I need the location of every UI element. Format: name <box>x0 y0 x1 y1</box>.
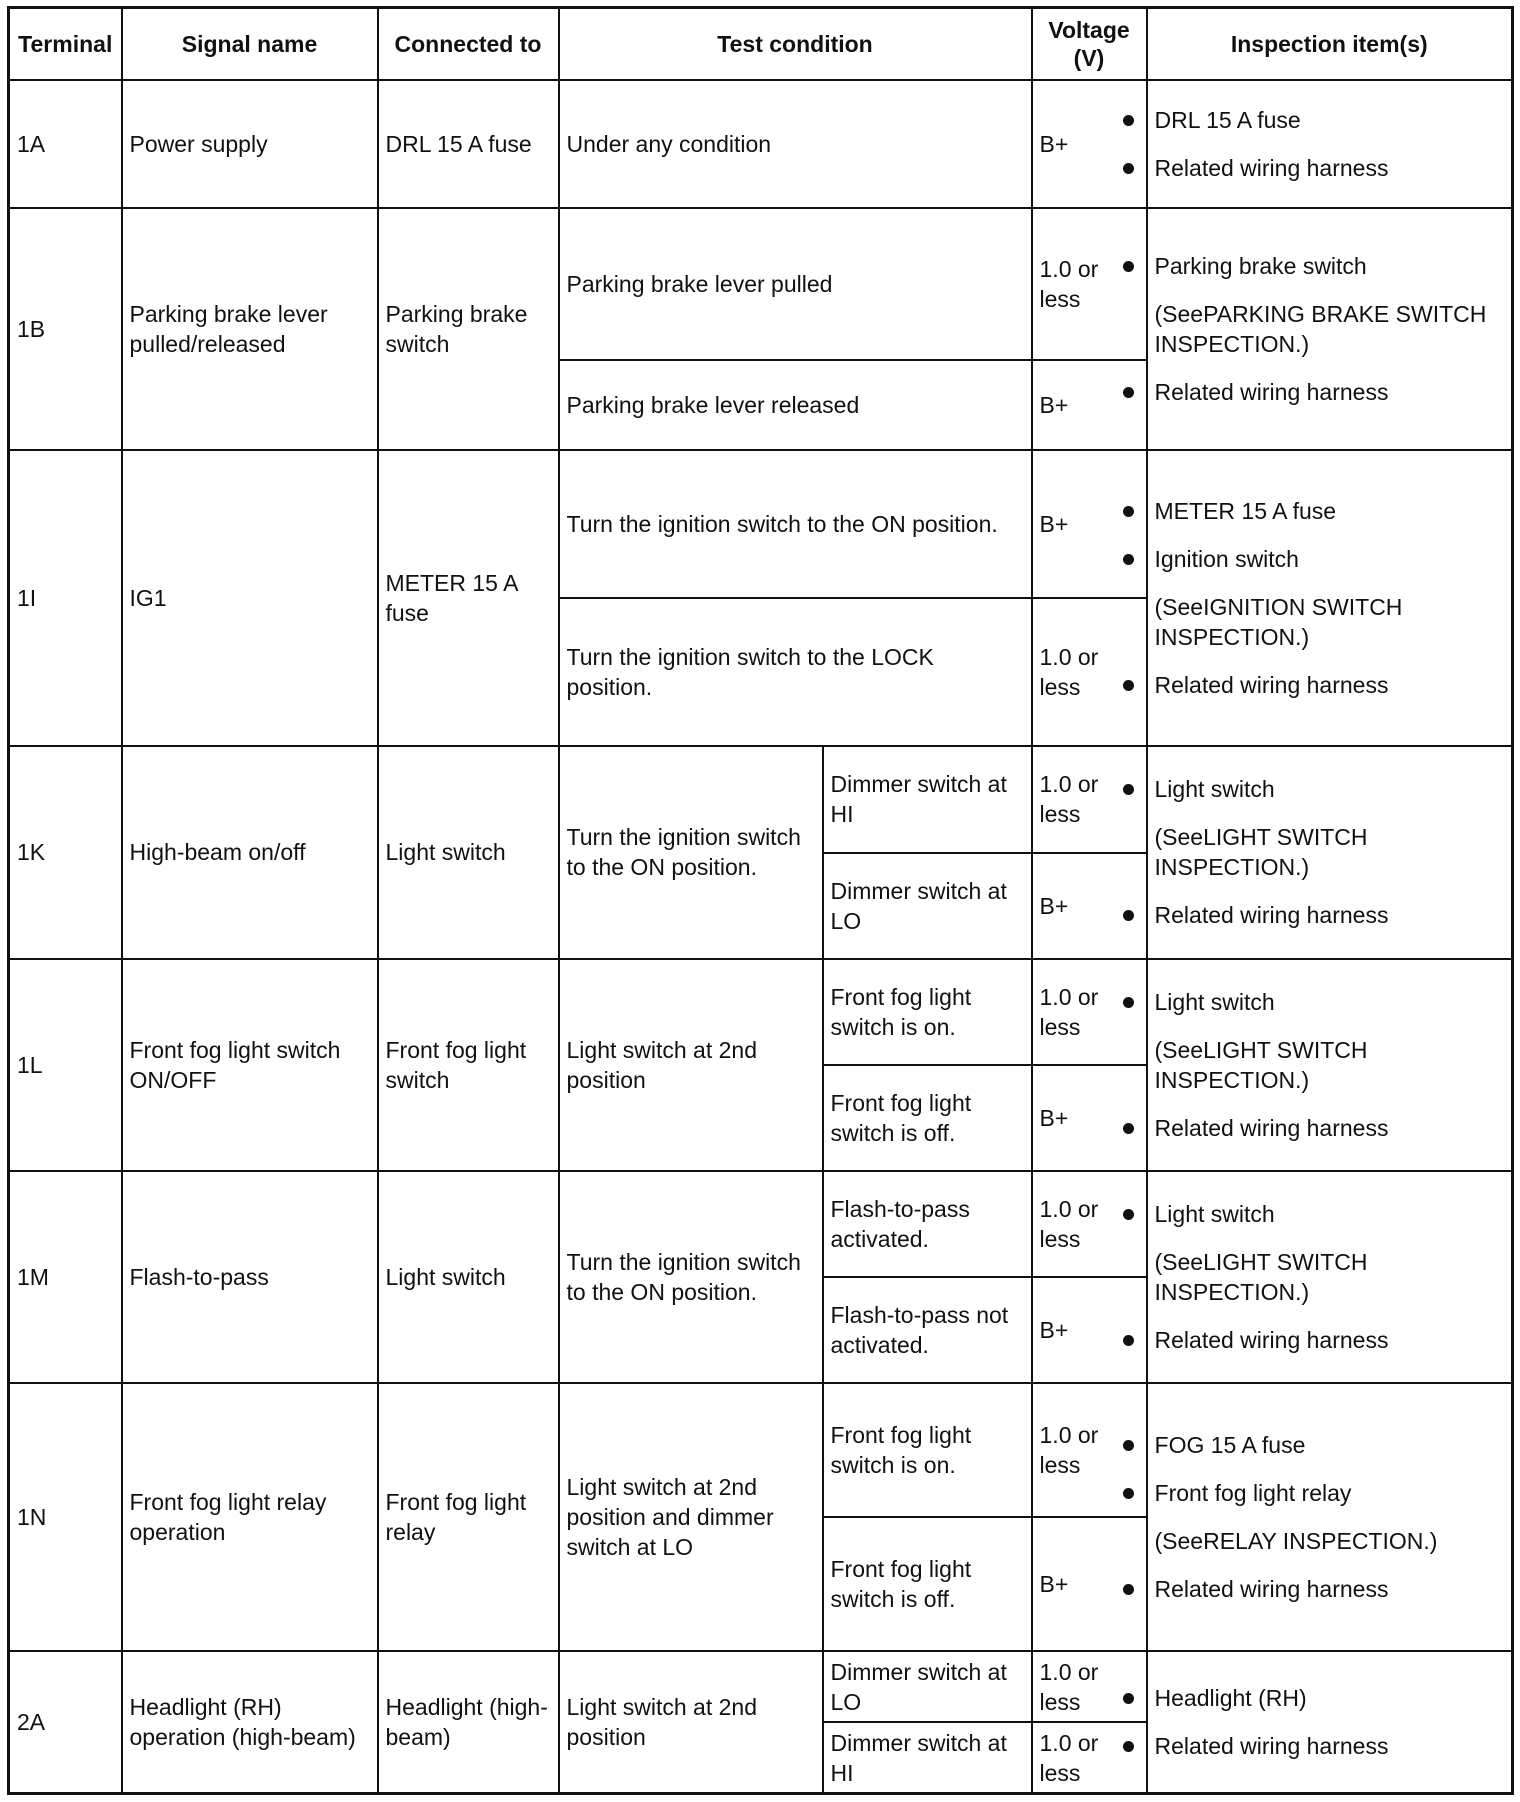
bullet-icon <box>1123 680 1134 691</box>
inspection-item: Related wiring harness <box>1155 1325 1505 1355</box>
bullet-icon <box>1123 1584 1134 1595</box>
signal-name-cell: Power supply <box>122 80 378 208</box>
bullet-icon <box>1123 261 1134 272</box>
voltage-cell: 1.0 or less <box>1032 1171 1147 1277</box>
test-condition-cell: Turn the ignition switch to the ON position. <box>559 450 1032 598</box>
inspection-item: Related wiring harness <box>1155 153 1505 183</box>
terminal-cell: 1N <box>9 1383 122 1651</box>
inspection-reference: (SeeLIGHT SWITCH INSPECTION.) <box>1154 824 1368 881</box>
inspection-item: METER 15 A fuse <box>1155 496 1505 526</box>
inspection-item: Light switch <box>1155 1199 1505 1229</box>
bullet-icon <box>1123 997 1134 1008</box>
inspection-cell <box>1147 1651 1513 1793</box>
bullet-icon <box>1123 910 1134 921</box>
inspection-cell <box>1147 959 1513 1171</box>
voltage-cell: B+ <box>1032 1517 1147 1651</box>
table-row <box>9 208 1513 360</box>
inspection-reference: (SeeLIGHT SWITCH INSPECTION.) <box>1154 1249 1368 1306</box>
bullet-icon <box>1123 506 1134 517</box>
bullet-icon <box>1123 1335 1134 1346</box>
inspection-reference: (SeeIGNITION SWITCH INSPECTION.) <box>1154 593 1403 650</box>
terminal-cell: 1I <box>9 450 122 746</box>
voltage-cell: B+ <box>1032 853 1147 959</box>
inspection-item: Related wiring harness <box>1155 1113 1505 1143</box>
inspection-item: Light switch <box>1155 774 1505 804</box>
header-connected-to: Connected to <box>378 8 559 80</box>
bullet-icon <box>1123 387 1134 398</box>
inspection-item: Front fog light relay <box>1155 1478 1505 1508</box>
sub-condition-cell: Flash-to-pass not activated. <box>823 1277 1032 1383</box>
terminal-voltage-table <box>7 6 1514 1795</box>
signal-name-cell: Parking brake lever pulled/released <box>122 208 378 450</box>
voltage-cell: B+ <box>1032 450 1147 598</box>
inspection-reference: (SeeLIGHT SWITCH INSPECTION.) <box>1154 1036 1368 1093</box>
connected-to-cell: Light switch <box>378 746 559 959</box>
inspection-item: Related wiring harness <box>1155 1574 1505 1604</box>
bullet-icon <box>1123 554 1134 565</box>
header-voltage-label: Voltage <box>1048 16 1130 43</box>
voltage-cell: B+ <box>1032 80 1147 208</box>
inspection-reference: (SeePARKING BRAKE SWITCH INSPECTION.) <box>1154 300 1487 357</box>
test-condition-cell: Light switch at 2nd position <box>559 959 823 1171</box>
table-row <box>9 1383 1513 1517</box>
connected-to-cell: Front fog light switch <box>378 959 559 1171</box>
test-condition-cell: Parking brake lever released <box>559 360 1032 450</box>
connected-to-cell: Headlight (high-beam) <box>378 1651 559 1793</box>
voltage-cell: B+ <box>1032 360 1147 450</box>
bullet-icon <box>1123 784 1134 795</box>
inspection-cell <box>1147 1383 1513 1651</box>
header-voltage-unit: (V) <box>1073 44 1105 71</box>
sub-condition-cell: Dimmer switch at LO <box>823 853 1032 959</box>
sub-condition-cell: Front fog light switch is off. <box>823 1517 1032 1651</box>
table-row <box>9 1171 1513 1277</box>
header-terminal: Terminal <box>9 8 122 80</box>
inspection-cell <box>1147 80 1513 208</box>
inspection-item: FOG 15 A fuse <box>1155 1430 1505 1460</box>
inspection-item: Parking brake switch <box>1155 251 1505 281</box>
inspection-item: Related wiring harness <box>1155 900 1505 930</box>
voltage-cell: B+ <box>1032 1065 1147 1171</box>
header-row <box>9 8 1513 80</box>
voltage-cell: B+ <box>1032 1277 1147 1383</box>
voltage-cell: 1.0 or less <box>1032 746 1147 853</box>
table-row <box>9 746 1513 853</box>
inspection-cell <box>1147 208 1513 450</box>
table-row <box>9 80 1513 208</box>
test-condition-cell: Under any condition <box>559 80 1032 208</box>
signal-name-cell: Headlight (RH) operation (high-beam) <box>122 1651 378 1793</box>
inspection-item: Headlight (RH) <box>1155 1683 1505 1713</box>
header-voltage <box>1032 8 1147 80</box>
inspection-item: Ignition switch <box>1155 544 1505 574</box>
voltage-cell: 1.0 or less <box>1032 208 1147 360</box>
terminal-cell: 1K <box>9 746 122 959</box>
test-condition-cell: Turn the ignition switch to the LOCK position. <box>559 598 1032 746</box>
inspection-item: Related wiring harness <box>1155 670 1505 700</box>
connected-to-cell: Front fog light relay <box>378 1383 559 1651</box>
table-row <box>9 1651 1513 1722</box>
connected-to-cell: METER 15 A fuse <box>378 450 559 746</box>
bullet-icon <box>1123 1693 1134 1704</box>
connected-to-cell: DRL 15 A fuse <box>378 80 559 208</box>
sub-condition-cell: Front fog light switch is off. <box>823 1065 1032 1171</box>
signal-name-cell: Front fog light switch ON/OFF <box>122 959 378 1171</box>
sub-condition-cell: Dimmer switch at HI <box>823 1722 1032 1793</box>
sub-condition-cell: Dimmer switch at HI <box>823 746 1032 853</box>
bullet-icon <box>1123 1440 1134 1451</box>
voltage-cell: 1.0 or less <box>1032 1651 1147 1722</box>
bullet-icon <box>1123 1488 1134 1499</box>
signal-name-cell: Front fog light relay operation <box>122 1383 378 1651</box>
table-row <box>9 959 1513 1065</box>
inspection-cell <box>1147 746 1513 959</box>
connected-to-cell: Light switch <box>378 1171 559 1383</box>
signal-name-cell: IG1 <box>122 450 378 746</box>
terminal-cell: 1A <box>9 80 122 208</box>
table-row <box>9 450 1513 598</box>
voltage-cell: 1.0 or less <box>1032 1722 1147 1793</box>
test-condition-cell: Light switch at 2nd position <box>559 1651 823 1793</box>
test-condition-cell: Parking brake lever pulled <box>559 208 1032 360</box>
test-condition-cell: Light switch at 2nd position and dimmer switch at LO <box>559 1383 823 1651</box>
inspection-item: Related wiring harness <box>1155 1731 1505 1761</box>
bullet-icon <box>1123 163 1134 174</box>
bullet-icon <box>1123 115 1134 126</box>
test-condition-cell: Turn the ignition switch to the ON position. <box>559 746 823 959</box>
voltage-cell: 1.0 or less <box>1032 1383 1147 1517</box>
header-test-condition: Test condition <box>559 8 1032 80</box>
bullet-icon <box>1123 1123 1134 1134</box>
header-signal-name: Signal name <box>122 8 378 80</box>
signal-name-cell: Flash-to-pass <box>122 1171 378 1383</box>
header-inspection-items: Inspection item(s) <box>1147 8 1513 80</box>
terminal-cell: 1B <box>9 208 122 450</box>
sub-condition-cell: Flash-to-pass activated. <box>823 1171 1032 1277</box>
terminal-cell: 1M <box>9 1171 122 1383</box>
inspection-item: DRL 15 A fuse <box>1155 105 1505 135</box>
voltage-cell: 1.0 or less <box>1032 598 1147 746</box>
inspection-item: Light switch <box>1155 987 1505 1017</box>
bullet-icon <box>1123 1209 1134 1220</box>
sub-condition-cell: Front fog light switch is on. <box>823 959 1032 1065</box>
voltage-cell: 1.0 or less <box>1032 959 1147 1065</box>
signal-name-cell: High-beam on/off <box>122 746 378 959</box>
bullet-icon <box>1123 1741 1134 1752</box>
terminal-cell: 1L <box>9 959 122 1171</box>
inspection-cell <box>1147 450 1513 746</box>
inspection-item: Related wiring harness <box>1155 377 1505 407</box>
connected-to-cell: Parking brake switch <box>378 208 559 450</box>
inspection-cell <box>1147 1171 1513 1383</box>
inspection-reference: (SeeRELAY INSPECTION.) <box>1154 1528 1438 1555</box>
sub-condition-cell: Dimmer switch at LO <box>823 1651 1032 1722</box>
terminal-cell: 2A <box>9 1651 122 1793</box>
test-condition-cell: Turn the ignition switch to the ON position. <box>559 1171 823 1383</box>
sub-condition-cell: Front fog light switch is on. <box>823 1383 1032 1517</box>
